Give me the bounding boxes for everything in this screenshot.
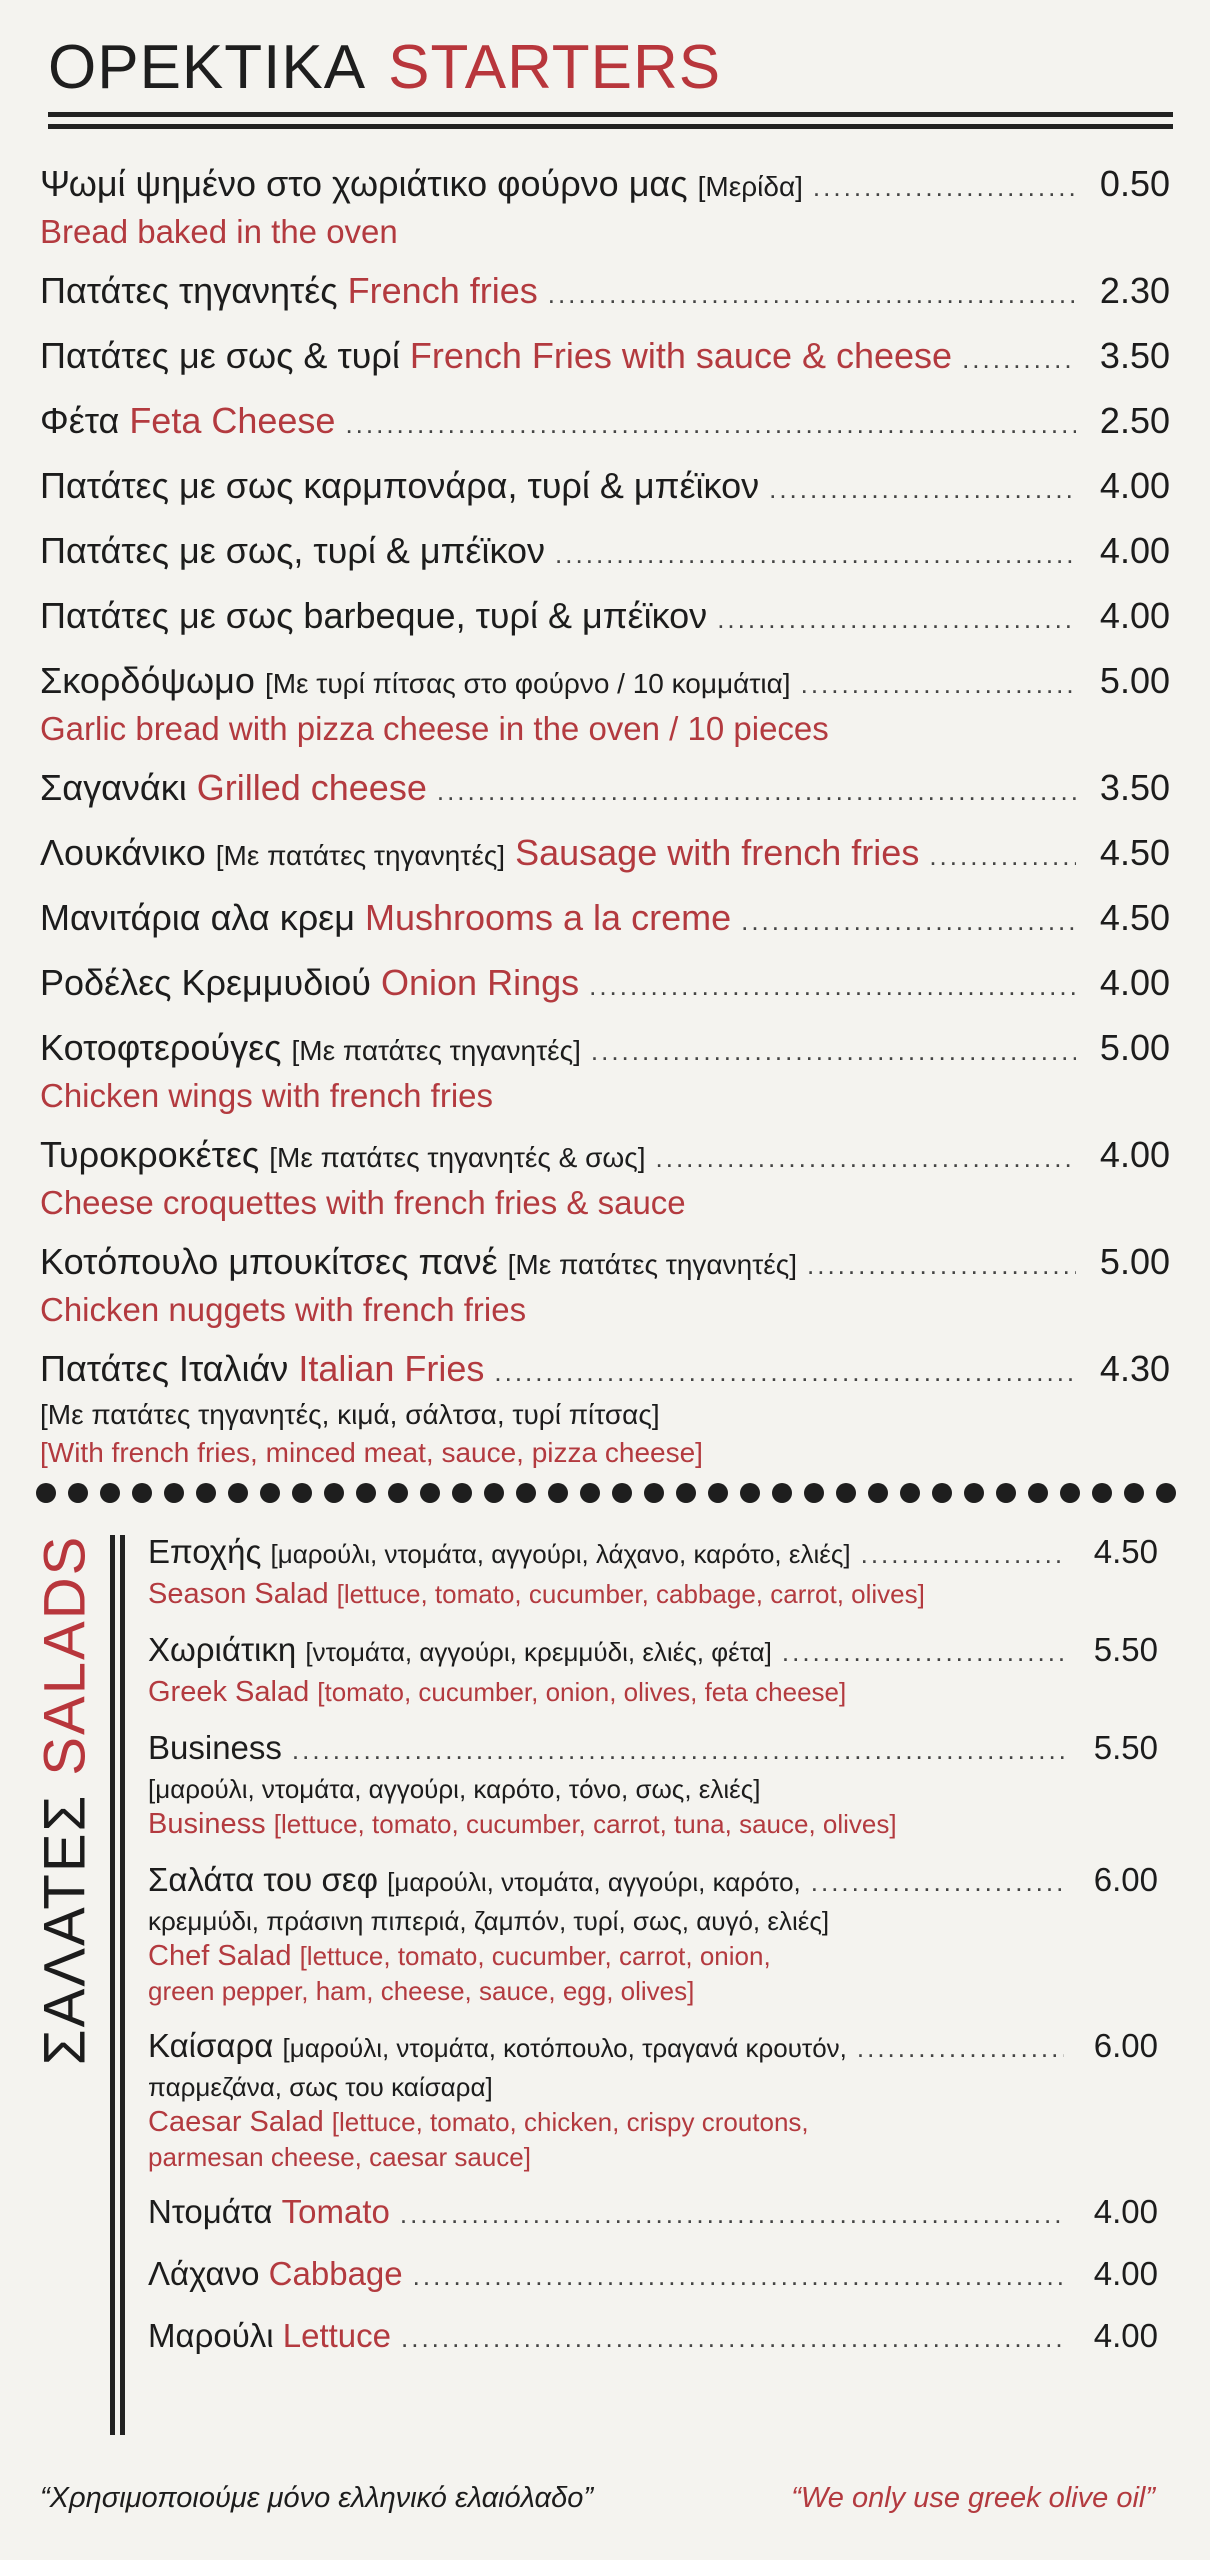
item-name: [40, 397, 335, 445]
salad-name: [148, 1858, 801, 1904]
item-row: [40, 1024, 1170, 1075]
salad-price: 6.00: [1093, 1861, 1158, 1898]
salad-greek-ingredients: παρμεζάνα, σως του καίσαρα]: [148, 2072, 493, 2102]
item-english: Sausage with french fries: [515, 832, 920, 873]
salad-price: 4.50: [1093, 1533, 1158, 1570]
starters-list: [40, 160, 1170, 1486]
dot-leader: [413, 2254, 1064, 2298]
divider-dot: [1124, 1483, 1144, 1503]
salad-english: Tomato: [281, 2193, 390, 2230]
divider-dot: [964, 1483, 984, 1503]
salad-item: [148, 1628, 1158, 1710]
divider-dot: [836, 1483, 856, 1503]
salad-english-ingredients: parmesan cheese, caesar sauce]: [148, 2142, 531, 2172]
item-price: 5.00: [1099, 660, 1170, 701]
salad-row: [148, 1726, 1158, 1772]
salad-name: [148, 2252, 403, 2296]
salad-english-name: Season Salad: [148, 1578, 329, 1610]
dot-leader: [589, 962, 1076, 1010]
item-name: [40, 657, 791, 708]
salad-row: [148, 1858, 1158, 1904]
salad-english-name: Caesar Salad: [148, 2106, 324, 2138]
salad-english-line: [148, 1674, 1158, 1710]
salads-title-english: SALADS: [32, 1534, 98, 1776]
footer-greek: “Χρησιμοποιούμε μόνο ελληνικό ελαιόλαδο”: [40, 2482, 593, 2514]
divider-dot: [708, 1483, 728, 1503]
divider-dot: [356, 1483, 376, 1503]
divider-dot: [676, 1483, 696, 1503]
item-row: [40, 397, 1170, 448]
salads-title-greek: ΣΑΛΑΤΕΣ: [32, 1793, 98, 2066]
salad-greek-note: [ντομάτα, αγγούρι, κρεμμύδι, ελιές, φέτα]: [305, 1637, 772, 1667]
dot-leader: [345, 400, 1076, 448]
salad-item: [148, 2190, 1158, 2236]
divider-dot: [68, 1483, 88, 1503]
dot-leader: [548, 270, 1076, 318]
salad-greek-note: [μαρούλι, ντομάτα, αγγούρι, καρότο,: [387, 1867, 801, 1897]
item-greek-note: [Με τυρί πίτσας στο φούρνο / 10 κομμάτια]: [264, 668, 791, 699]
item-row: [40, 332, 1170, 383]
item-price: 5.00: [1099, 1241, 1170, 1282]
divider-dot: [516, 1483, 536, 1503]
header-rule-bottom: [48, 124, 1173, 129]
item-name: [40, 462, 759, 510]
divider-dot: [644, 1483, 664, 1503]
item-row: [40, 462, 1170, 513]
salad-english-line: [148, 1938, 1158, 1974]
item-greek: Πατάτες με σως barbeque, τυρί & μπέϊκον: [40, 595, 708, 636]
divider-dot: [740, 1483, 760, 1503]
item-name: [40, 894, 731, 942]
salads-side-title: [30, 1534, 100, 2066]
dot-leader: [400, 2192, 1064, 2236]
item-greek: Λουκάνικο: [40, 832, 206, 873]
item-greek: Τυροκροκέτες: [40, 1134, 260, 1175]
salad-item: [148, 2024, 1158, 2174]
item-english: Grilled cheese: [196, 767, 427, 808]
item-english-line: Bread baked in the oven: [40, 213, 398, 250]
dot-leader: [591, 1027, 1076, 1075]
item-name: [40, 1238, 797, 1289]
item-name: [40, 160, 803, 211]
divider-dot: [868, 1483, 888, 1503]
title-english: STARTERS: [388, 33, 722, 102]
divider-dot: [1092, 1483, 1112, 1503]
menu-item: [40, 1024, 1170, 1117]
header-rule-top: [48, 112, 1173, 117]
menu-item: [40, 894, 1170, 945]
divider-dot: [420, 1483, 440, 1503]
dot-leader: [929, 832, 1076, 880]
dot-leader: [782, 1630, 1064, 1674]
menu-item: [40, 160, 1170, 253]
item-english-ingredients: [With french fries, minced meat, sauce, pizza cheese]: [40, 1437, 703, 1468]
salads-list: [148, 1530, 1158, 2376]
item-greek: Ροδέλες Κρεμμυδιού: [40, 962, 371, 1003]
dot-leader: [769, 465, 1076, 513]
item-price: 5.00: [1099, 1027, 1170, 1068]
item-price: 4.00: [1099, 595, 1170, 636]
item-greek: Φέτα: [40, 400, 120, 441]
item-row: [40, 1131, 1170, 1182]
menu-item: [40, 592, 1170, 643]
salad-english-name: Business: [148, 1808, 266, 1840]
divider-dot: [900, 1483, 920, 1503]
item-price: 0.50: [1099, 163, 1170, 204]
salad-english-note: [tomato, cucumber, onion, olives, feta cheese]: [317, 1677, 847, 1707]
dot-divider: [36, 1483, 1176, 1509]
dot-leader: [807, 1241, 1076, 1289]
item-english: Onion Rings: [381, 962, 580, 1003]
item-name: [40, 267, 538, 315]
menu-item: [40, 1345, 1170, 1472]
divider-dot: [228, 1483, 248, 1503]
item-row: [40, 160, 1170, 211]
item-price: 4.00: [1099, 962, 1170, 1003]
item-greek: Ψωμί ψημένο στο χωριάτικο φούρνο μας: [40, 163, 688, 204]
item-price: 4.30: [1099, 1348, 1170, 1389]
item-greek: Κοτόπουλο μπουκίτσες πανέ: [40, 1241, 498, 1282]
item-name: [40, 1345, 484, 1393]
divider-dot: [1060, 1483, 1080, 1503]
divider-dot: [772, 1483, 792, 1503]
salad-greek: Business: [148, 1729, 282, 1766]
salads-bar-left: [110, 1535, 115, 2435]
salad-item: [148, 2252, 1158, 2298]
item-greek-ingredients: [Με πατάτες τηγανητές, κιμά, σάλτσα, τυρί πίτσας]: [40, 1399, 660, 1430]
salad-english-ingredients: green pepper, ham, cheese, sauce, egg, olives]: [148, 1976, 695, 2006]
menu-item: [40, 959, 1170, 1010]
divider-dot: [196, 1483, 216, 1503]
item-name: [40, 527, 545, 575]
item-name: [40, 332, 952, 380]
dot-leader: [962, 335, 1076, 383]
divider-dot: [580, 1483, 600, 1503]
menu-item: [40, 267, 1170, 318]
item-price: 4.00: [1099, 1134, 1170, 1175]
dot-leader: [494, 1348, 1076, 1396]
salad-greek: Χωριάτικη: [148, 1631, 297, 1668]
item-greek: Σαγανάκι: [40, 767, 187, 808]
salad-name: [148, 1530, 851, 1576]
item-row: [40, 592, 1170, 643]
salad-greek-ingredients: [μαρούλι, ντομάτα, αγγούρι, καρότο, τόνο, σως, ελιές]: [148, 1774, 761, 1804]
item-greek-note: [Με πατάτες τηγανητές]: [215, 840, 506, 871]
item-price: 4.00: [1099, 465, 1170, 506]
item-row: [40, 1345, 1170, 1396]
salad-english-name: Chef Salad: [148, 1940, 292, 1972]
dot-leader: [656, 1134, 1076, 1182]
item-price: 4.50: [1099, 897, 1170, 938]
divider-dot: [388, 1483, 408, 1503]
salad-row: [148, 2190, 1158, 2236]
salad-english-note: [lettuce, tomato, chicken, crispy croutons,: [331, 2107, 809, 2137]
item-row: [40, 764, 1170, 815]
item-greek-note: [Με πατάτες τηγανητές]: [507, 1249, 798, 1280]
salad-english-note: [lettuce, tomato, cucumber, carrot, onion,: [299, 1941, 771, 1971]
salad-price: 6.00: [1093, 2027, 1158, 2064]
salad-name: [148, 2314, 391, 2358]
salad-name: [148, 2190, 390, 2234]
footer-english: “We only use greek olive oil”: [791, 2482, 1155, 2514]
salad-greek: Μαρούλι: [148, 2317, 274, 2354]
salads-bar-right: [120, 1535, 125, 2435]
salad-english-line: [148, 1576, 1158, 1612]
divider-dot: [132, 1483, 152, 1503]
salad-item: [148, 1858, 1158, 2008]
item-greek: Πατάτες με σως & τυρί: [40, 335, 400, 376]
salad-price: 5.50: [1093, 1729, 1158, 1766]
divider-dot: [484, 1483, 504, 1503]
title-greek: ΟΡΕΚΤΙΚΑ: [48, 33, 367, 102]
item-greek: Πατάτες με σως καρμπονάρα, τυρί & μπέϊκον: [40, 465, 760, 506]
salad-row: [148, 2252, 1158, 2298]
footer: [40, 2482, 1155, 2515]
item-row: [40, 894, 1170, 945]
salad-greek-ingredients: κρεμμύδι, πράσινη πιπεριά, ζαμπόν, τυρί, σως, αυγό, ελιές]: [148, 1906, 830, 1936]
salad-price: 4.00: [1093, 2255, 1158, 2292]
salad-greek: Σαλάτα του σεφ: [148, 1861, 378, 1898]
item-greek: Πατάτες τηγανητές: [40, 270, 338, 311]
dot-leader: [741, 897, 1076, 945]
salad-greek-note: [μαρούλι, ντομάτα, αγγούρι, λάχανο, καρότο, ελιές]: [270, 1539, 851, 1569]
dot-leader: [813, 163, 1076, 211]
salad-row: [148, 2024, 1158, 2070]
salad-price: 4.00: [1093, 2193, 1158, 2230]
dot-leader: [861, 1532, 1064, 1576]
item-price: 3.50: [1099, 767, 1170, 808]
salad-row: [148, 1530, 1158, 1576]
item-greek: Μανιτάρια αλα κρεμ: [40, 897, 355, 938]
salad-english-line: [148, 1806, 1158, 1842]
item-price: 4.00: [1099, 530, 1170, 571]
salad-english-name: Greek Salad: [148, 1676, 310, 1708]
salad-name: [148, 1628, 772, 1674]
item-price: 3.50: [1099, 335, 1170, 376]
divider-dot: [932, 1483, 952, 1503]
menu-item: [40, 1238, 1170, 1331]
item-price: 2.50: [1099, 400, 1170, 441]
menu-item: [40, 332, 1170, 383]
dot-leader: [555, 530, 1076, 578]
item-row: [40, 829, 1170, 880]
salad-row: [148, 1628, 1158, 1674]
item-greek: Πατάτες Ιταλιάν: [40, 1348, 289, 1389]
salad-english: Lettuce: [282, 2317, 391, 2354]
item-name: [40, 1131, 646, 1182]
salad-price: 4.00: [1093, 2317, 1158, 2354]
item-greek-note: [Μερίδα]: [697, 171, 803, 202]
item-row: [40, 267, 1170, 318]
dot-leader: [437, 767, 1076, 815]
dot-leader: [811, 1860, 1064, 1904]
dot-leader: [717, 595, 1076, 643]
salad-item: [148, 1726, 1158, 1842]
menu-item: [40, 397, 1170, 448]
item-english: Mushrooms a la creme: [364, 897, 732, 938]
divider-dot: [804, 1483, 824, 1503]
item-row: [40, 527, 1170, 578]
item-name: [40, 592, 707, 640]
divider-dot: [1156, 1483, 1176, 1503]
item-english-line: Garlic bread with pizza cheese in the oven / 10 pieces: [40, 710, 829, 747]
menu-item: [40, 527, 1170, 578]
dot-leader: [292, 1728, 1064, 1772]
item-row: [40, 1238, 1170, 1289]
salad-english-note: [lettuce, tomato, cucumber, cabbage, carrot, olives]: [336, 1579, 925, 1609]
dot-leader: [857, 2026, 1064, 2070]
item-price: 4.50: [1099, 832, 1170, 873]
salad-item: [148, 1530, 1158, 1612]
salad-greek: Εποχής: [148, 1533, 262, 1570]
item-row: [40, 657, 1170, 708]
divider-dot: [164, 1483, 184, 1503]
dot-leader: [401, 2316, 1064, 2360]
divider-dot: [36, 1483, 56, 1503]
item-greek-note: [Με πατάτες τηγανητές]: [291, 1035, 581, 1066]
item-name: [40, 829, 919, 880]
item-greek: Κοτοφτερούγες: [40, 1027, 282, 1068]
divider-dot: [292, 1483, 312, 1503]
menu-item: [40, 829, 1170, 880]
menu-item: [40, 764, 1170, 815]
divider-dot: [548, 1483, 568, 1503]
salad-greek-note: [μαρούλι, ντομάτα, κοτόπουλο, τραγανά κρουτόν,: [282, 2033, 847, 2063]
salad-english-line: [148, 2104, 1158, 2140]
salad-greek: Λάχανο: [148, 2255, 260, 2292]
item-name: [40, 1024, 581, 1075]
salad-greek: Καίσαρα: [148, 2027, 274, 2064]
salad-english: Cabbage: [268, 2255, 403, 2292]
item-english-line: Cheese croquettes with french fries & sauce: [40, 1184, 686, 1221]
item-price: 2.30: [1099, 270, 1170, 311]
item-name: [40, 959, 579, 1007]
salad-english-note: [lettuce, tomato, cucumber, carrot, tuna, sauce, olives]: [273, 1809, 897, 1839]
item-greek: Σκορδόψωμο: [40, 660, 255, 701]
divider-dot: [612, 1483, 632, 1503]
section-title: [48, 28, 1173, 108]
salad-item: [148, 2314, 1158, 2360]
item-english: Italian Fries: [298, 1348, 485, 1389]
item-greek: Πατάτες με σως, τυρί & μπέϊκον: [40, 530, 546, 571]
dot-leader: [801, 660, 1076, 708]
divider-dot: [1028, 1483, 1048, 1503]
salad-greek: Ντομάτα: [148, 2193, 273, 2230]
salad-price: 5.50: [1093, 1631, 1158, 1668]
divider-dot: [100, 1483, 120, 1503]
divider-dot: [996, 1483, 1016, 1503]
starters-header: [48, 28, 1173, 108]
salad-row: [148, 2314, 1158, 2360]
item-greek-note: [Με πατάτες τηγανητές & σως]: [269, 1142, 646, 1173]
item-name: [40, 764, 427, 812]
item-row: [40, 959, 1170, 1010]
menu-item: [40, 462, 1170, 513]
divider-dot: [452, 1483, 472, 1503]
item-english: French fries: [347, 270, 538, 311]
menu-item: [40, 1131, 1170, 1224]
salad-name: [148, 1726, 282, 1770]
menu-item: [40, 657, 1170, 750]
divider-dot: [324, 1483, 344, 1503]
salad-name: [148, 2024, 847, 2070]
item-english: French Fries with sauce & cheese: [409, 335, 953, 376]
item-english-line: Chicken nuggets with french fries: [40, 1291, 527, 1328]
item-english-line: Chicken wings with french fries: [40, 1077, 494, 1114]
item-english: Feta Cheese: [129, 400, 336, 441]
divider-dot: [260, 1483, 280, 1503]
